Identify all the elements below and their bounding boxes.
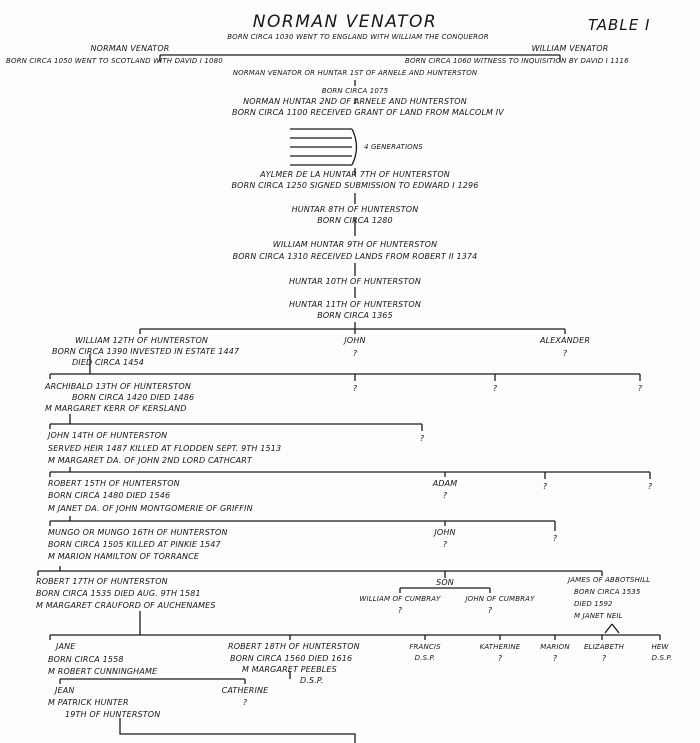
sibling-john-unknown: ? [352,349,358,358]
huntar-8th-born: BORN CIRCA 1280 [317,216,393,225]
four-generations-label: 4 GENERATIONS [364,143,423,151]
william-9th-detail: BORN CIRCA 1310 RECEIVED LANDS FROM ROBERT II 1374 [232,252,478,261]
robert-17th-name: ROBERT 17TH OF HUNTERSTON [36,577,168,586]
sibling-adam-name: ADAM [432,479,458,488]
robert-15th-name: ROBERT 15TH OF HUNTERSTON [48,479,180,488]
jean-title: 19TH OF HUNTERSTON [65,710,161,719]
gen13-unknown-2: ? [492,384,498,393]
william-of-cumbray-unknown: ? [397,606,403,615]
james-of-abbotshill-married: M JANET NEIL [574,612,623,620]
katherine-unknown: ? [497,654,503,663]
sibling-alexander-unknown: ? [562,349,568,358]
francis-name: FRANCIS [409,643,441,651]
john-of-cumbray-name: JOHN OF CUMBRAY [465,595,535,603]
hew-name: HEW [651,643,669,651]
robert-18th-name: ROBERT 18TH OF HUNTERSTON [228,642,360,651]
aylmer-7th-name: AYLMER DE LA HUNTAR 7TH OF HUNTERSTON [260,170,450,179]
elizabeth-name: ELIZABETH [583,643,625,651]
john-14th-name: JOHN 14TH OF HUNTERSTON [48,431,168,440]
elizabeth-unknown: ? [601,654,607,663]
archibald-13th-name: ARCHIBALD 13TH OF HUNTERSTON [45,382,191,391]
john-14th-married: M MARGARET DA. OF JOHN 2ND LORD CATHCART [48,456,253,465]
gen15-unknown-1: ? [542,482,548,491]
huntar-11th-born: BORN CIRCA 1365 [317,311,393,320]
robert-18th-dsp: D.S.P. [300,676,324,685]
norman-venator-detail: BORN CIRCA 1050 WENT TO SCOTLAND WITH DAVID I 1080 [6,57,223,65]
table-label: TABLE I [588,16,651,34]
catherine-name: CATHERINE [221,686,269,695]
founder-detail: BORN CIRCA 1030 WENT TO ENGLAND WITH WILLIAM THE CONQUEROR [227,33,489,41]
robert-18th-married: M MARGARET PEEBLES [242,665,337,674]
william-of-cumbray-name: WILLIAM OF CUMBRAY [359,595,441,603]
james-of-abbotshill-died: DIED 1592 [574,600,613,608]
huntar-1st-name: NORMAN VENATOR OR HUNTAR 1ST OF ARNELE AND HUNTERSTON [232,69,478,77]
robert-15th-born: BORN CIRCA 1480 DIED 1546 [48,491,171,500]
huntar-2nd-name: NORMAN HUNTAR 2ND OF ARNELE AND HUNTERSTON [243,97,467,106]
hew-dsp: D.S.P. [651,654,673,662]
william-venator-detail: BORN CIRCA 1060 WITNESS TO INQUISITION BY DAVID I 1116 [405,57,629,65]
jane-married: M ROBERT CUNNINGHAME [48,667,158,676]
aylmer-7th-detail: BORN CIRCA 1250 SIGNED SUBMISSION TO EDWARD I 1296 [231,181,479,190]
archibald-13th-married: M MARGARET KERR OF KERSLAND [45,404,187,413]
huntar-1st-born: BORN CIRCA 1075 [321,87,389,95]
robert-15th-married: M JANET DA. OF JOHN MONTGOMERIE OF GRIFFIN [48,504,253,513]
sibling-john-16-name: JOHN [434,528,456,537]
huntar-2nd-detail: BORN CIRCA 1100 RECEIVED GRANT OF LAND FROM MALCOLM IV [232,108,504,117]
francis-dsp: D.S.P. [414,654,436,662]
james-of-abbotshill-name: JAMES OF ABBOTSHILL [568,576,651,584]
james-of-abbotshill-born: BORN CIRCA 1535 [574,588,641,596]
william-12th-name: WILLIAM 12TH OF HUNTERSTON [75,336,209,345]
mungo-16th-married: M MARION HAMILTON OF TORRANCE [48,552,200,561]
william-12th-died: DIED CIRCA 1454 [72,358,144,367]
william-venator-name: WILLIAM VENATOR [531,44,609,53]
mungo-16th-name: MUNGO OR MUNGO 16TH OF HUNTERSTON [48,528,228,537]
gen16-unknown: ? [552,534,558,543]
son-label: SON [436,578,454,587]
jane-name: JANE [56,642,76,651]
sibling-john-16-unknown: ? [442,540,448,549]
john-of-cumbray-unknown: ? [487,606,493,615]
archibald-13th-born: BORN CIRCA 1420 DIED 1486 [72,393,195,402]
sibling-alexander-name: ALEXANDER [539,336,591,345]
jean-married: M PATRICK HUNTER [48,698,129,707]
marion-unknown: ? [552,654,558,663]
huntar-11th-name: HUNTAR 11TH OF HUNTERSTON [289,300,421,309]
huntar-8th-name: HUNTAR 8TH OF HUNTERSTON [291,205,419,214]
robert-18th-born: BORN CIRCA 1560 DIED 1616 [230,654,353,663]
robert-17th-married: M MARGARET CRAUFORD OF AUCHENAMES [36,601,216,610]
chart-title: NORMAN VENATOR [252,12,438,32]
sibling-john-name: JOHN [344,336,366,345]
jean-name: JEAN [55,686,75,695]
katherine-name: KATHERINE [479,643,521,651]
sibling-adam-unknown: ? [442,491,448,500]
gen13-unknown-3: ? [637,384,643,393]
mungo-16th-born: BORN CIRCA 1505 KILLED AT PINKIE 1547 [48,540,221,549]
norman-venator-name: NORMAN VENATOR [90,44,170,53]
william-12th-born: BORN CIRCA 1390 INVESTED IN ESTATE 1447 [52,347,240,356]
marion-name: MARION [540,643,570,651]
robert-17th-born: BORN CIRCA 1535 DIED AUG. 9TH 1581 [36,589,201,598]
gen14-unknown: ? [419,434,425,443]
huntar-10th-name: HUNTAR 10TH OF HUNTERSTON [289,277,421,286]
gen15-unknown-2: ? [647,482,653,491]
william-9th-name: WILLIAM HUNTAR 9TH OF HUNTERSTON [272,240,438,249]
john-14th-served: SERVED HEIR 1487 KILLED AT FLODDEN SEPT. 9TH 1513 [48,444,282,453]
jane-born: BORN CIRCA 1558 [48,655,124,664]
gen13-unknown-1: ? [352,384,358,393]
catherine-unknown: ? [242,698,248,707]
